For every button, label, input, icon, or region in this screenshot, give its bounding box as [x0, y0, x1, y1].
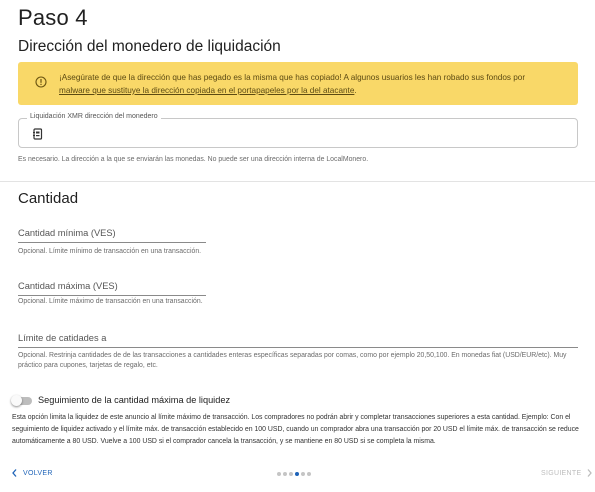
alert-message: ¡Asegúrate de que la dirección que has pegado es la misma que has copiado! A algunos usuarios les han robado sus fondos por [59, 73, 526, 82]
min-amount-underline [18, 242, 206, 243]
step-dot [283, 472, 287, 476]
next-button-label: SIGUIENTE [541, 469, 582, 477]
max-amount-underline [18, 295, 206, 296]
section-divider [0, 181, 595, 182]
warning-icon [35, 76, 47, 88]
wallet-section-title: Dirección del monedero de liquidación [18, 38, 281, 55]
min-amount-input[interactable]: Cantidad mínima (VES) [18, 228, 116, 238]
amount-limits-input[interactable]: Límite de catidades a [18, 333, 107, 343]
malware-link[interactable]: malware que sustituye la dirección copiada en el portapapeles por la del atacante [59, 86, 355, 95]
wallet-address-label: Liquidación XMR dirección del monedero [27, 113, 161, 120]
wallet-address-icon[interactable] [33, 128, 43, 140]
toggle-knob[interactable] [11, 395, 22, 406]
step-dot [301, 472, 305, 476]
alert-end: . [354, 86, 357, 95]
amount-limits-helper: Opcional. Restrinja cantidades de de las transacciones a cantidades enteras específicas separadas por comas, como por ejemplo 20,50,100. En monedas fiat (USD/EUR/etc). Muy práctico para cupones, tarjetas de regalo, etc. [18, 352, 567, 369]
max-amount-input[interactable]: Cantidad máxima (VES) [18, 281, 118, 291]
step-dots [277, 472, 313, 476]
max-amount-helper: Opcional. Límite máximo de transacción en una transacción. [18, 298, 203, 305]
step-dot-active [295, 472, 299, 476]
chevron-left-icon [12, 469, 17, 477]
alert-text [59, 71, 571, 97]
amount-limits-underline [18, 347, 578, 348]
next-button[interactable] [541, 469, 592, 477]
back-button-label: VOLVER [23, 469, 53, 477]
liquidity-tracking-toggle[interactable] [12, 397, 32, 405]
liquidity-description: Esta opción limita la liquidez de este anuncio al límite máximo de transacción. Los compradores no podrán abrir y completar transacciones superiores a esta cantidad. Ejemplo: Con el seguimiento de liquidez activado y el límite máx. de transacción establecido en 100 USD, cuando un comprador abra una transacción por 20 USD el límite máx. de transacción se reduce automáticamente a 80 USD. Vuelve a 100 USD si el comprador cancela la transacción, y se mantiene en 80 USD si se completa la misma. [12, 414, 579, 445]
step-dot [289, 472, 293, 476]
warning-alert [18, 62, 578, 105]
chevron-right-icon [587, 469, 592, 477]
step-dot [307, 472, 311, 476]
back-button[interactable] [12, 469, 53, 477]
wallet-address-field[interactable] [18, 113, 578, 148]
step-dot [277, 472, 281, 476]
min-amount-helper: Opcional. Límite mínimo de transacción en una transacción. [18, 248, 202, 255]
step-title: Paso 4 [18, 5, 88, 30]
liquidity-toggle-label: Seguimiento de la cantidad máxima de liquidez [38, 395, 231, 405]
amount-section-title: Cantidad [18, 190, 79, 207]
wallet-helper-text: Es necesario. La dirección a la que se enviarán las monedas. No puede ser una dirección interna de LocalMonero. [18, 156, 369, 163]
